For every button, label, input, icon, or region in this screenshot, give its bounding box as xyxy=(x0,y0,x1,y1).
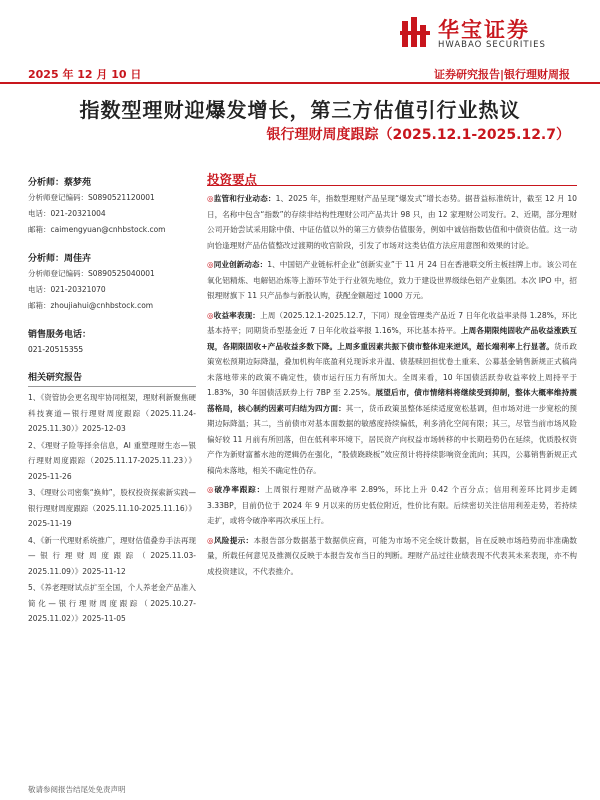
para-text: 1、中国铝产业链标杆企业“创新实业”于 11 月 24 日在香港联交所主板挂牌上市。该公司在氧化铝精炼、电解铝冶炼等上游环节处于行业领先地位，致力于建设世界级绿色铝产业集团。本次 IPO 中，招银理财旗下 11 只产品参与新股认购，获配金额超过 1000 万元。 xyxy=(207,260,577,300)
bullet-icon: ◎ xyxy=(207,260,214,269)
bullet-icon: ◎ xyxy=(207,485,215,494)
analyst-name: 分析师：蔡梦苑 xyxy=(28,178,92,188)
para-text: 本报告部分数据基于数据供应商，可能为市场不完全统计数据，旨在反映市场趋势而非准确数量，所载任何意见及推测仅反映于本报告发布当日的判断。理财产品过往业绩表现不代表其未来表现，亦不构成投资建议，不代表推介。 xyxy=(207,535,577,576)
page-subtitle: 银行理财周度跟踪（2025.12.1-2025.12.7） xyxy=(266,127,570,143)
para-bold: 上周各期限纯固收产品收益涨跌互现，各期限固收+产品收益多数下降。上周多重因素共振下债市整体迎来逆风，超长端利率上行显著。 xyxy=(207,326,577,351)
analyst-card xyxy=(28,252,196,314)
bullet-icon: ◎ xyxy=(207,194,214,203)
para-label: 破净率跟踪： xyxy=(214,485,266,494)
related-report-link[interactable]: 4、《新一代理财系统推广，理财估值叠券手法再现—银行理财周度跟踪（2025.11.03-2025.11.09）》2025-11-12 xyxy=(28,535,196,576)
sales-title: 销售服务电话： xyxy=(28,330,92,340)
related-report-link[interactable]: 2、《理财子险等择余信息，AI 重塑理财生态—银行理财周度跟踪（2025.11.17-2025.11.23）》2025-11-26 xyxy=(28,440,196,481)
analyst-phone: 电话：021-20321004 xyxy=(28,209,106,218)
paragraph-regulation xyxy=(207,191,577,253)
sales-phone: 021-20515355 xyxy=(28,345,84,354)
analyst-cert: 分析师登记编码：S0890525040001 xyxy=(28,269,155,278)
para-text: 货币政策宽松预期边际降温，叠加机构年底盈利兑现诉求升温、债基赎回担忧卷土重来、公募基金销售新规正式稿尚未落地带来的政策不确定性，债市运行压力有所加大。全周来看，10 年国债活跃券收益率较上周持平于 1.83%，30 年国债活跃券上行 7BP 至 2.25%。 xyxy=(207,341,578,397)
bullet-icon: ◎ xyxy=(207,310,214,320)
paragraph-yield xyxy=(207,308,577,479)
analyst-cert: 分析师登记编码：S0890521120001 xyxy=(28,193,155,202)
bullet-icon: ◎ xyxy=(207,535,214,545)
footer-disclaimer: 敬请参阅报告结尾处免责声明 xyxy=(28,785,126,794)
para-text: 其一，货币政策虽整体延续适度宽松基调，但市场对进一步宽松的预期边际降温；其二，当前债市对基本面数据的敏感度持续偏低，利多消化空间有限；其三，尽管当前市场风险偏好较 11 月前有所回落，但在低利率环境下，居民资产向权益市场转移的中长期趋势仍在延续，优质股权资产作为新财富蓄水池的逻辑仍在强化，“股债跷跷板”效应预计将持续影响资金流向；其四，公募销售新规正式稿尚未落地，相关不确定性仍存。 xyxy=(207,403,577,475)
para-bold: 展望后市，债市情绪料将继续受到抑制，整体大概率维持震荡格局，核心制约因素可归结为四方面： xyxy=(207,388,578,413)
para-label: 同业创新动态： xyxy=(213,260,268,269)
company-logo xyxy=(400,14,590,50)
para-label: 收益率表现： xyxy=(213,310,260,320)
date-bar xyxy=(0,64,600,84)
logo-english-name: HWABAO SECURITIES xyxy=(438,40,546,50)
para-text: 上周银行理财产品破净率 2.89%，环比上升 0.42 个百分点；信用利差环比同步走阔 3.33BP，目前仍位于 2024 年 9 月以来的历史低位附近，性价比有限。后续密切关注信用利差走势，若持续走扩，或将令破净率再次承压上行。 xyxy=(207,485,577,525)
analyst-email[interactable]: 邮箱：zhoujiahui@cnhbstock.com xyxy=(28,301,154,310)
huabao-logo-icon xyxy=(400,15,434,49)
related-report-link[interactable]: 1、《资管协会更名现牢协同框架，理财利新聚焦硬科技赛道—银行理财周度跟踪（2025.11.24-2025.11.30）》2025-12-03 xyxy=(28,393,196,433)
page-title: 指数型理财迎爆发增长，第三方估值引行业热议 xyxy=(79,98,521,122)
para-text: 1、2025 年，指数型理财产品呈现“爆发式”增长态势。据普益标准统计，截至 12 月 10 日，名称中包含“指数”的存续非结构性理财公司产品共计 98 只，由 12 家理财公司发行。2、近期，部分理财公司开始尝试采用除中债、中证估值以外的第三方债券估值服务，例如中诚信指数估值和中债资估值。这一动向恰逢理财产品估值整改过渡期的收官阶段，引发了市场对这类估值方法应用意图和效果的讨论。 xyxy=(207,194,577,250)
paragraph-risk xyxy=(207,533,577,580)
analyst-card xyxy=(28,176,196,238)
para-label: 监管和行业动态： xyxy=(213,194,276,203)
paragraph-innovation xyxy=(207,257,577,304)
related-report-link[interactable]: 5、《养老理财试点扩至全国，个人养老金产品准入简化—银行理财周度跟踪（2025.10.27-2025.11.02）》2025-11-05 xyxy=(28,583,196,623)
paragraph-breakeven xyxy=(207,482,577,529)
analyst-phone: 电话：021-20321070 xyxy=(28,285,106,294)
logo-chinese-name: 华宝证券 xyxy=(438,18,530,42)
sidebar xyxy=(28,176,196,628)
section-title: 投资要点 xyxy=(207,170,577,186)
report-date: 2025 年 12 月 10 日 xyxy=(28,68,142,81)
para-label: 风险提示： xyxy=(213,535,254,545)
analyst-email[interactable]: 邮箱：caimengyuan@cnhbstock.com xyxy=(28,225,166,234)
report-category: 证券研究报告|银行理财周报 xyxy=(433,68,570,81)
main-content xyxy=(207,170,577,583)
para-text: 上周（2025.12.1-2025.12.7，下同）现金管理类产品近 7 日年化收益率录得 1.28%，环比基本持平；同期货币型基金近 7 日年化收益率报 1.16%，环比基本持平。 xyxy=(207,310,577,335)
related-reports-title: 相关研究报告 xyxy=(28,370,196,387)
related-report-link[interactable]: 3、《理财公司密集“换帅”，股权投资探索新实践—银行理财周度跟踪（2025.11.10-2025.11.16）》2025-11-19 xyxy=(28,488,196,528)
analyst-name: 分析师：周佳卉 xyxy=(28,254,92,264)
